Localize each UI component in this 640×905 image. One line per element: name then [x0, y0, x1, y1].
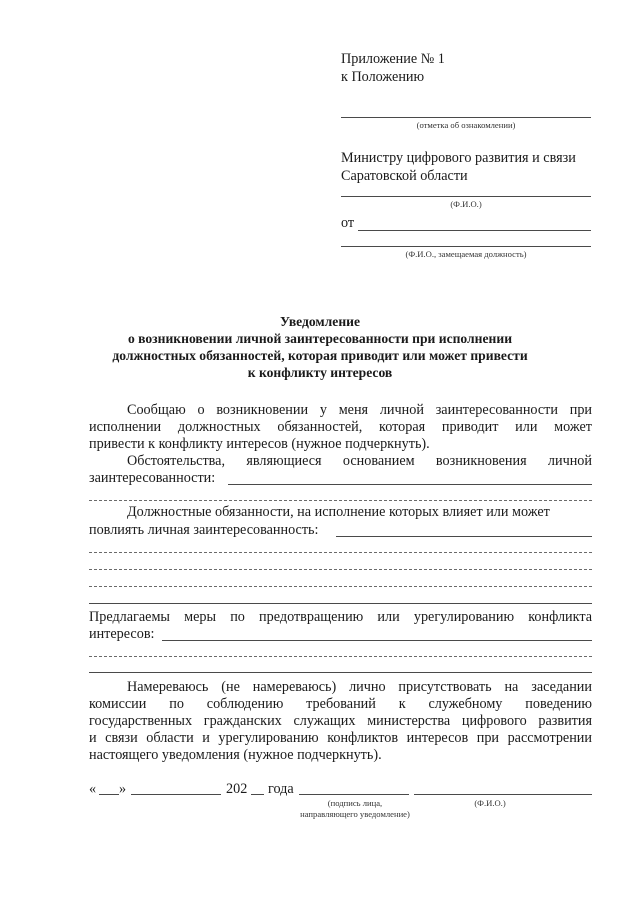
p3-fill-line4: [89, 586, 592, 587]
addressee-line2: Саратовской области: [341, 168, 468, 184]
acknowledgment-caption: (отметка об ознакомлении): [416, 120, 516, 130]
p1-line1: Сообщаю о возникновении у меня личной заинтересованности при: [127, 402, 592, 418]
date-year-line: [251, 794, 264, 795]
title-line1: Уведомление: [279, 314, 361, 329]
p2-fill-line1: [228, 484, 592, 485]
signature-caption-line2: направляющего уведомление): [300, 809, 410, 819]
signature-fio-caption: (Ф.И.О.): [474, 798, 506, 808]
addressee-line1: Министру цифрового развития и связи: [341, 150, 576, 166]
p1-line3: привести к конфликту интересов (нужное подчеркнуть).: [89, 436, 430, 452]
date-quote-close: »: [119, 781, 127, 797]
p5-line5: настоящего уведомления (нужное подчеркнуть).: [89, 747, 382, 763]
p3-line2: повлиять личная заинтересованность:: [89, 522, 319, 538]
p2-line1: Обстоятельства, являющиеся основанием возникновения личной: [127, 453, 592, 469]
p3-fill-line2: [89, 552, 592, 553]
signature-line: [299, 794, 409, 795]
p3-fill-line1: [336, 536, 592, 537]
title-line4: к конфликту интересов: [247, 365, 393, 380]
p5-line2: комиссии по соблюдению требований к служебному поведению: [89, 696, 592, 712]
p3-fill-line3: [89, 569, 592, 570]
p4-line2: интересов:: [89, 626, 155, 642]
appendix-label: Приложение № 1: [341, 51, 445, 67]
from-label: от: [341, 215, 355, 231]
p5-line3: государственных гражданских служащих министерства цифрового развития: [89, 713, 592, 729]
regulation-label: к Положению: [341, 69, 425, 85]
p4-fill-line3: [89, 672, 592, 673]
p2-line2: заинтересованности:: [89, 470, 216, 486]
from-line-2: [341, 246, 591, 247]
date-year-suffix: года: [268, 781, 294, 797]
title-line3: должностных обязанностей, которая приводит или может привести: [112, 348, 528, 363]
from-line: [358, 230, 591, 231]
fio-signature-line: [414, 794, 592, 795]
date-month-line: [131, 794, 221, 795]
p4-fill-line1: [162, 640, 592, 641]
fio-position-caption: (Ф.И.О., замещаемая должность): [405, 249, 527, 259]
signature-caption-line1: (подпись лица,: [327, 798, 383, 808]
acknowledgment-line: [341, 117, 591, 118]
p4-line1: Предлагаемы меры по предотвращению или урегулированию конфликта: [89, 609, 592, 625]
title-line2: о возникновении личной заинтересованности при исполнении: [127, 331, 513, 346]
p4-fill-line2: [89, 656, 592, 657]
p5-line1: Намереваюсь (не намереваюсь) лично присутствовать на заседании: [127, 679, 592, 695]
p2-fill-line2: [89, 500, 592, 501]
p3-line1: Должностные обязанности, на исполнение которых влияет или может: [127, 504, 550, 520]
p1-line2: исполнении должностных обязанностей, которая приводит или может: [89, 419, 592, 435]
p3-fill-line5: [89, 603, 592, 604]
p5-line4: и связи области и урегулированию конфликтов интересов при рассмотрении: [89, 730, 592, 746]
date-day-line: [99, 794, 119, 795]
fio-caption: (Ф.И.О.): [450, 199, 482, 209]
date-year-prefix: 202: [226, 781, 248, 797]
addressee-fio-line: [341, 196, 591, 197]
date-quote-open: «: [89, 781, 97, 797]
